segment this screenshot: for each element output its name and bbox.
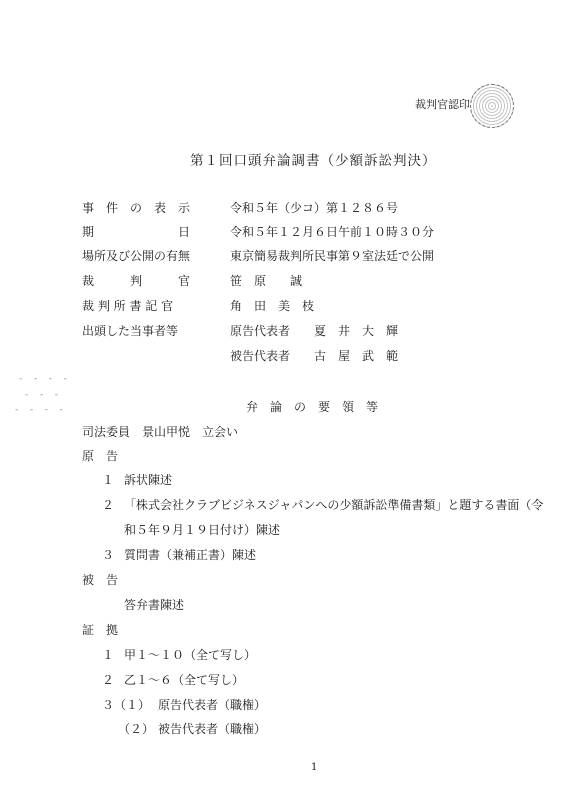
- evidence-item-text: 乙１～６（全て写し）: [124, 673, 245, 687]
- page-number: 1: [311, 762, 318, 773]
- defendant-item-text: 答弁書陳述: [124, 598, 185, 612]
- margin-mark: - - -: [24, 390, 62, 400]
- field-label-judge: 裁 判 官: [82, 274, 191, 288]
- plaintiff-item-number: ３: [102, 548, 115, 562]
- evidence-item-text: 被告代表者（職権）: [158, 722, 267, 736]
- plaintiff-item-text: 訴状陳述: [124, 473, 173, 487]
- evidence-item-text: 原告代表者（職権）: [158, 698, 267, 712]
- evidence-item-number: （２）: [118, 722, 155, 736]
- field-value-date: 令和５年１２月６日午前１０時３０分: [230, 225, 435, 239]
- field-label-parties: 出頭した当事者等: [82, 324, 179, 338]
- defendant-heading: 被 告: [82, 573, 119, 587]
- field-value-place: 東京簡易裁判所民事第９室法廷で公開: [230, 249, 435, 263]
- evidence-heading: 証 拠: [82, 623, 119, 637]
- plaintiff-heading: 原 告: [82, 449, 119, 463]
- plaintiff-item-text: 「株式会社クラブビジネスジャパンへの少額訴訟準備書類」と題する書面（令: [124, 498, 544, 512]
- seal-label: 裁判官認印: [415, 98, 470, 111]
- margin-mark: - - - -: [14, 405, 66, 415]
- field-value-case: 令和５年（少コ）第１２８６号: [230, 201, 399, 215]
- field-label-case: 事 件 の 表 示: [82, 201, 191, 215]
- plaintiff-item-number: １: [102, 473, 115, 487]
- plaintiff-item-text-continued: 和５年９月１９日付け）陳述: [124, 523, 281, 537]
- evidence-item-text: 甲１～１０（全て写し）: [124, 648, 257, 662]
- field-value-plaintiff-rep: 原告代表者 夏 井 大 輝: [230, 324, 399, 338]
- field-value-clerk: 角 田 美 枝: [230, 299, 315, 313]
- field-label-clerk: 裁 判 所 書 記 官: [82, 299, 174, 313]
- field-label-date: 期 日: [82, 225, 191, 239]
- section-heading: 弁 論 の 要 領 等: [246, 400, 379, 414]
- margin-mark: - - - -: [18, 374, 70, 384]
- field-label-place: 場所及び公開の有無: [82, 249, 191, 263]
- field-value-defendant-rep: 被告代表者 古 屋 武 範: [230, 349, 399, 363]
- evidence-item-number: ３（１）: [102, 698, 151, 712]
- evidence-item-number: １: [102, 648, 115, 662]
- document-title: 第１回口頭弁論調書（少額訴訟判決）: [190, 153, 437, 169]
- field-value-judge: 笹 原 誠: [230, 274, 303, 288]
- evidence-item-number: ２: [102, 673, 115, 687]
- commissioner-line: 司法委員 景山甲悦 立会い: [82, 425, 239, 439]
- judge-seal-stamp: [470, 84, 514, 128]
- plaintiff-item-text: 質問書（兼補正書）陳述: [124, 548, 257, 562]
- plaintiff-item-number: ２: [102, 498, 115, 512]
